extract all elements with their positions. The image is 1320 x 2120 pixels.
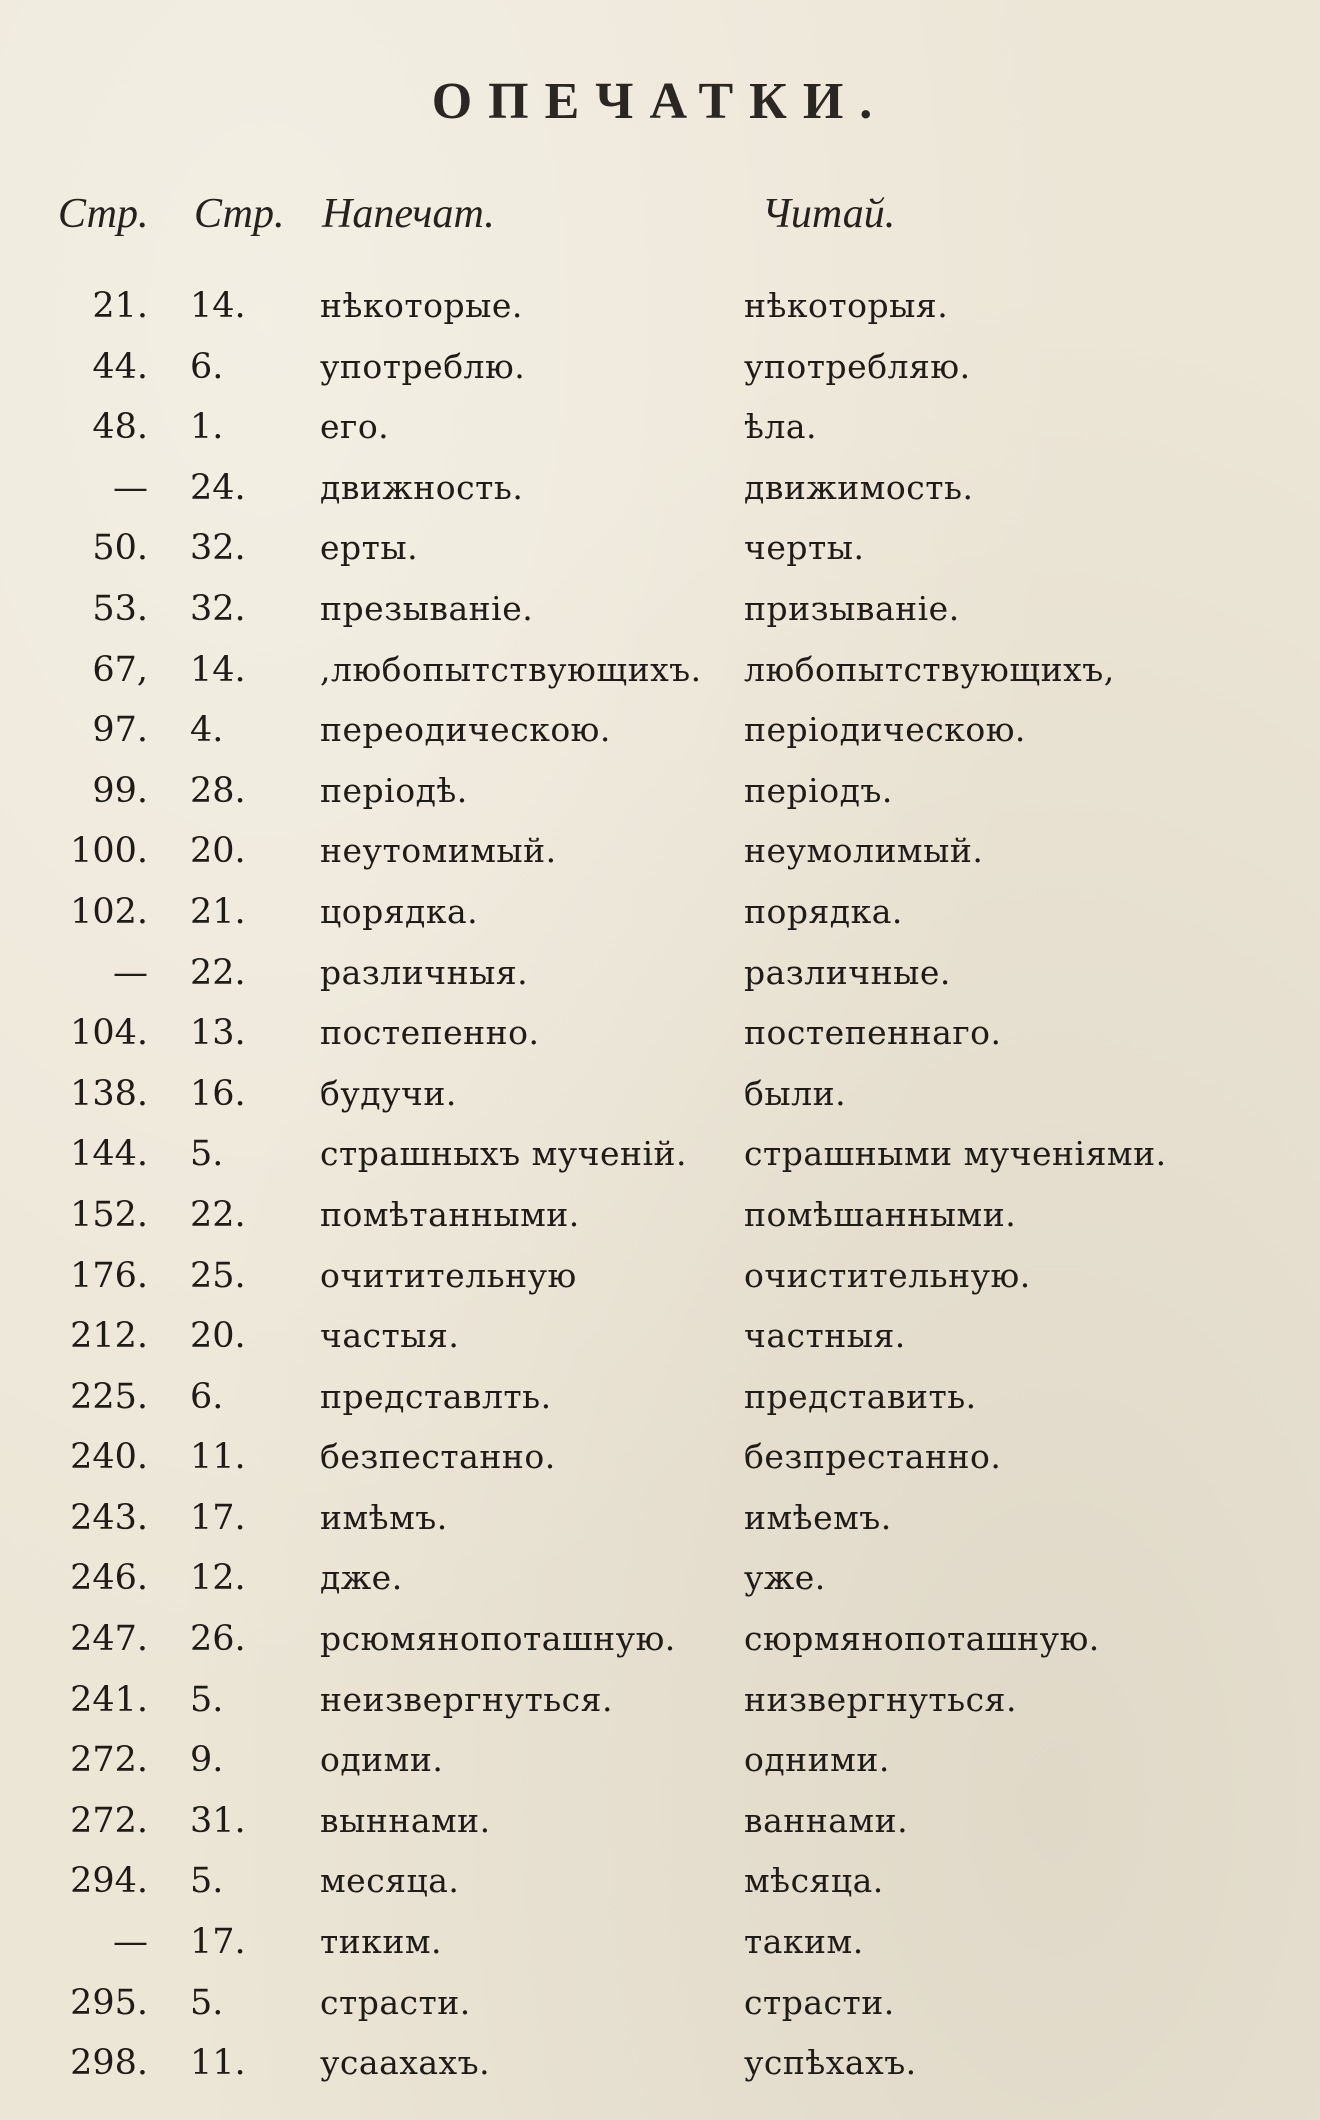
line-number: 11. [190,1437,246,1478]
table-row [0,1492,1320,1553]
line-number: 20. [190,1316,246,1357]
table-row [0,1068,1320,1129]
correct-text: частныя. [744,1316,906,1356]
page-number: 50. [92,528,148,569]
table-row [0,704,1320,765]
page-number: 102. [70,891,148,932]
page-number: 176. [70,1255,148,1296]
printed-text: страсти. [320,1982,471,2022]
correct-text: страшными мученіями. [744,1134,1167,1174]
line-number: 5. [190,1679,224,1720]
table-row [0,1371,1320,1432]
correct-text: періодъ. [744,770,893,810]
table-row [0,886,1320,947]
printed-text: тиким. [320,1922,443,1962]
correct-text: черты. [744,528,865,568]
table-row [0,1613,1320,1674]
table-row [0,2037,1320,2098]
page-title: ОПЕЧАТКИ. [431,73,889,130]
line-number: 32. [190,528,246,569]
correct-text: порядка. [744,891,903,931]
printed-text: различныя. [320,952,529,992]
correct-text: нѣкоторыя. [744,286,949,325]
correct-text: имѣемъ. [744,1497,892,1537]
printed-text: ерты. [320,528,419,568]
table-row [0,1977,1320,2038]
line-number: 31. [190,1800,246,1841]
header-read: Читай. [762,191,896,237]
page-number: 67, [92,649,148,690]
page-number: 144. [70,1134,148,1175]
printed-text: одими. [320,1740,444,1780]
correct-text: представить. [744,1376,977,1416]
printed-text: месяца. [320,1861,460,1901]
line-number: 25. [190,1255,246,1296]
printed-text: частыя. [320,1316,460,1356]
page-number: 298. [70,2043,148,2084]
page-number: 243. [70,1497,148,1538]
printed-text: цорядка. [320,891,479,931]
correct-text: употребляю. [744,346,971,386]
line-number: 32. [190,588,246,629]
printed-text: нѣкоторые. [320,286,523,325]
printed-text: представлть. [320,1376,552,1416]
printed-text: движность. [320,467,524,507]
table-row [0,1552,1320,1613]
correct-text: любопытствующихъ, [744,649,1115,689]
printed-text: выннами. [320,1800,491,1840]
line-number: 12. [190,1558,246,1599]
page-number: 138. [70,1073,148,1114]
line-number: 11. [190,2043,246,2084]
printed-text: усаахахъ. [320,2043,491,2083]
line-number: 5. [190,1982,224,2023]
header-page: Стр. [58,191,149,237]
page-number: 152. [70,1194,148,1235]
line-number: 9. [190,1740,224,1781]
correct-text: постепеннаго. [744,1013,1002,1053]
page-number: — [113,1922,148,1963]
table-header [0,190,1320,250]
line-number: 22. [190,952,246,993]
table-row [0,1007,1320,1068]
table-row [0,1189,1320,1250]
correct-text: помѣшанными. [744,1194,1017,1234]
correct-text: движимость. [744,467,974,507]
printed-text: переодическою. [320,710,611,750]
table-row [0,947,1320,1008]
line-number: 16. [190,1073,246,1114]
page-number: 99. [92,770,148,811]
line-number: 13. [190,1013,246,1054]
printed-text: безпестанно. [320,1437,556,1477]
page-number: 97. [92,710,148,751]
table-row [0,1674,1320,1735]
table-row [0,462,1320,523]
errata-table [0,280,1320,2098]
correct-text: періодическою. [744,710,1026,750]
table-row [0,1128,1320,1189]
page-number: 295. [70,1982,148,2023]
table-row [0,1250,1320,1311]
correct-text: уже. [744,1558,826,1598]
table-row [0,1795,1320,1856]
printed-text: презываніе. [320,588,534,628]
line-number: 6. [190,346,224,387]
page-number: 241. [70,1679,148,1720]
page-number: 272. [70,1740,148,1781]
page-number: 212. [70,1316,148,1357]
printed-text: неизвергнуться. [320,1679,613,1719]
table-row [0,522,1320,583]
correct-text: низвергнуться. [744,1679,1017,1719]
line-number: 22. [190,1194,246,1235]
table-row [0,1310,1320,1371]
correct-text: ѣла. [744,407,818,447]
correct-text: неумолимый. [744,831,984,871]
printed-text: дже. [320,1558,403,1598]
table-row [0,401,1320,462]
line-number: 4. [190,710,224,751]
page-number: 246. [70,1558,148,1599]
line-number: 28. [190,770,246,811]
correct-text: сюрмянопоташную. [744,1619,1100,1659]
printed-text: имѣмъ. [320,1497,448,1537]
line-number: 5. [190,1134,224,1175]
table-row [0,825,1320,886]
line-number: 14. [190,286,246,326]
correct-text: мѣсяца. [744,1861,884,1901]
printed-text: его. [320,407,390,447]
line-number: 26. [190,1619,246,1660]
page-number: 272. [70,1800,148,1841]
correct-text: успѣхахъ. [744,2043,917,2083]
correct-text: ваннами. [744,1800,909,1840]
line-number: 21. [190,891,246,932]
page-number: 53. [92,588,148,629]
table-row [0,1431,1320,1492]
correct-text: таким. [744,1922,864,1962]
line-number: 6. [190,1376,224,1417]
correct-text: одними. [744,1740,890,1780]
page-number: 104. [70,1013,148,1054]
printed-text: періодѣ. [320,770,468,810]
page-number: — [113,467,148,508]
line-number: 5. [190,1861,224,1902]
printed-text: рсюмянопоташную. [320,1619,676,1659]
table-row [0,280,1320,341]
printed-text: постепенно. [320,1013,540,1053]
table-row [0,341,1320,402]
printed-text: ,любопытствующихъ. [320,649,702,689]
page-number: 21. [92,286,148,326]
line-number: 1. [190,407,224,448]
correct-text: призываніе. [744,588,960,628]
table-row [0,644,1320,705]
table-row [0,765,1320,826]
page-number: 294. [70,1861,148,1902]
correct-text: очистительную. [744,1255,1031,1295]
printed-text: очитительную [320,1255,577,1295]
printed-text: неутомимый. [320,831,557,871]
line-number: 24. [190,467,246,508]
header-printed: Напечат. [322,191,495,237]
printed-text: будучи. [320,1073,457,1113]
table-row [0,583,1320,644]
header-line: Стр. [194,191,285,237]
line-number: 17. [190,1497,246,1538]
correct-text: различные. [744,952,951,992]
line-number: 20. [190,831,246,872]
printed-text: употреблю. [320,346,526,386]
page-number: 48. [92,407,148,448]
page-number: 247. [70,1619,148,1660]
page-number: 240. [70,1437,148,1478]
printed-text: страшныхъ мученій. [320,1134,688,1174]
page-number: 100. [70,831,148,872]
line-number: 17. [190,1922,246,1963]
table-row [0,1855,1320,1916]
table-row [0,1916,1320,1977]
page-number: — [113,952,148,993]
correct-text: безпрестанно. [744,1437,1002,1477]
table-row [0,1734,1320,1795]
line-number: 14. [190,649,246,690]
correct-text: были. [744,1073,847,1113]
page-number: 44. [92,346,148,387]
correct-text: страсти. [744,1982,895,2022]
printed-text: помѣтанными. [320,1194,580,1234]
page-number: 225. [70,1376,148,1417]
